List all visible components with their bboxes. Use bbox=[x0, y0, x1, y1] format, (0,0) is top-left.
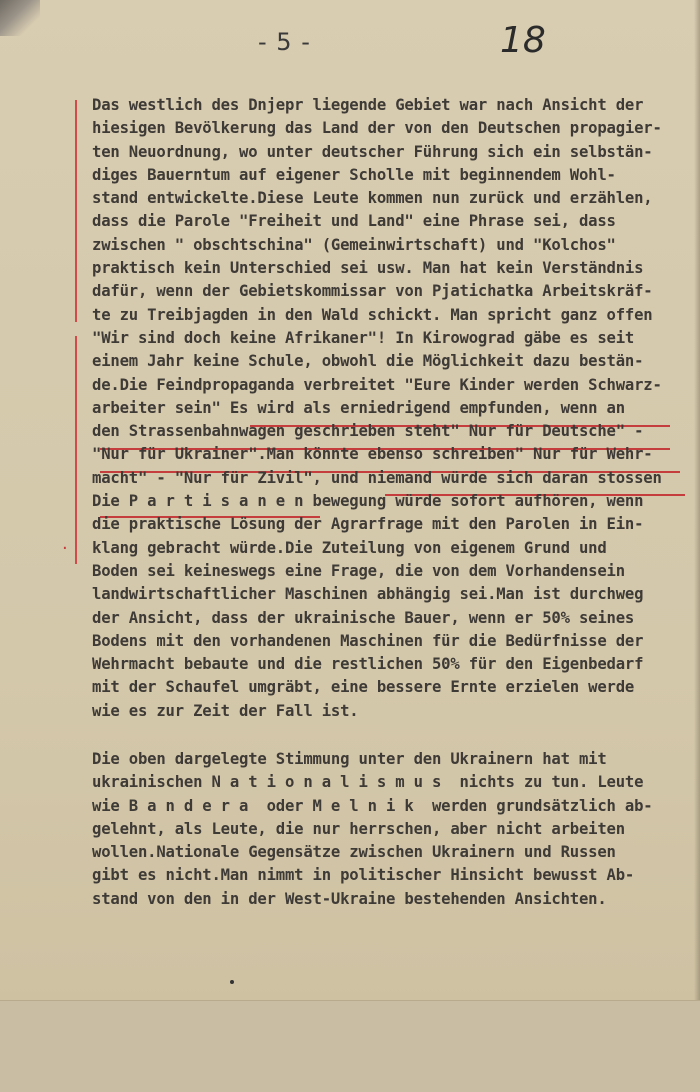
text-line: hiesigen Bevölkerung das Land der von den Deutschen propagier- bbox=[92, 119, 662, 138]
paragraph-nationalism bbox=[92, 748, 692, 911]
text-line: Boden sei keineswegs eine Frage, die von dem Vorhandensein bbox=[92, 561, 625, 580]
paragraph-main bbox=[92, 94, 692, 723]
red-margin-line-lower bbox=[75, 336, 77, 564]
page-number: - 5 - bbox=[258, 28, 311, 56]
text-line: arbeiter sein" Es wird als erniedrigend empfunden, wenn an bbox=[92, 398, 625, 417]
text-line: diges Bauerntum auf eigener Scholle mit beginnendem Wohl- bbox=[92, 165, 616, 184]
handwritten-folio-number: 18 bbox=[500, 20, 546, 61]
text-line: klang gebracht würde.Die Zuteilung von eigenem Grund und bbox=[92, 538, 607, 557]
text-line: macht" - "Nur für Zivil", und niemand würde sich daran stossen bbox=[92, 468, 662, 487]
red-margin-line-upper bbox=[75, 100, 77, 322]
scan-bottom-strip bbox=[0, 1000, 700, 1092]
text-line: Bodens mit den vorhandenen Maschinen für die Bedürfnisse der bbox=[92, 631, 644, 650]
text-line: wie es zur Zeit der Fall ist. bbox=[92, 701, 359, 720]
text-line: de.Die Feindpropaganda verbreitet "Eure Kinder werden Schwarz- bbox=[92, 375, 662, 394]
text-line: wie B a n d e r a oder M e l n i k werden grundsätzlich ab- bbox=[92, 796, 653, 815]
text-line: "Wir sind doch keine Afrikaner"! In Kirowograd gäbe es seit bbox=[92, 328, 635, 347]
text-line: ten Neuordnung, wo unter deutscher Führung sich ein selbstän- bbox=[92, 142, 653, 161]
text-line: dafür, wenn der Gebietskommissar von Pjatichatka Arbeitskräf- bbox=[92, 282, 653, 301]
text-line: stand von den in der West-Ukraine bestehenden Ansichten. bbox=[92, 889, 607, 908]
text-line: Das westlich des Dnjepr liegende Gebiet war nach Ansicht der bbox=[92, 96, 644, 114]
text-line: gibt es nicht.Man nimmt in politischer Hinsicht bewusst Ab- bbox=[92, 866, 635, 885]
text-line: mit der Schaufel umgräbt, eine bessere Ernte erzielen werde bbox=[92, 678, 635, 697]
text-line: stand entwickelte.Diese Leute kommen nun zurück und erzählen, bbox=[92, 189, 653, 208]
text-line: die praktische Lösung der Agrarfrage mit den Parolen in Ein- bbox=[92, 515, 644, 534]
ink-speck bbox=[230, 980, 234, 984]
scan-corner-shadow bbox=[0, 0, 40, 36]
text-line: gelehnt, als Leute, die nur herrschen, aber nicht arbeiten bbox=[92, 819, 625, 838]
text-line: ukrainischen N a t i o n a l i s m u s nichts zu tun. Leute bbox=[92, 773, 644, 792]
text-line: "Nur für Ukrainer".Man könnte ebenso schreiben" Nur für Wehr- bbox=[92, 445, 653, 464]
text-line: einem Jahr keine Schule, obwohl die Möglichkeit dazu bestän- bbox=[92, 352, 644, 371]
text-line: zwischen " obschtschina" (Gemeinwirtschaft) und "Kolchos" bbox=[92, 235, 616, 254]
red-margin-tick: · bbox=[62, 538, 68, 559]
text-line: wollen.Nationale Gegensätze zwischen Ukrainern und Russen bbox=[92, 843, 616, 862]
text-line: den Strassenbahnwagen geschrieben steht" Nur für Deutsche" - bbox=[92, 422, 644, 441]
text-line: Wehrmacht bebaute und die restlichen 50% für den Eigenbedarf bbox=[92, 655, 644, 674]
text-line: der Ansicht, dass der ukrainische Bauer, wenn er 50% seines bbox=[92, 608, 635, 627]
text-line: Die oben dargelegte Stimmung unter den Ukrainern hat mit bbox=[92, 750, 607, 768]
text-line: dass die Parole "Freiheit und Land" eine Phrase sei, dass bbox=[92, 212, 616, 231]
text-line: praktisch kein Unterschied sei usw. Man hat kein Verständnis bbox=[92, 259, 644, 278]
text-line: Die P a r t i s a n e n bewegung würde sofort aufhören, wenn bbox=[92, 492, 644, 511]
text-line: te zu Treibjagden in den Wald schickt. Man spricht ganz offen bbox=[92, 305, 653, 324]
page-edge-shadow bbox=[694, 0, 700, 1092]
text-line: landwirtschaftlicher Maschinen abhängig sei.Man ist durchweg bbox=[92, 585, 644, 604]
